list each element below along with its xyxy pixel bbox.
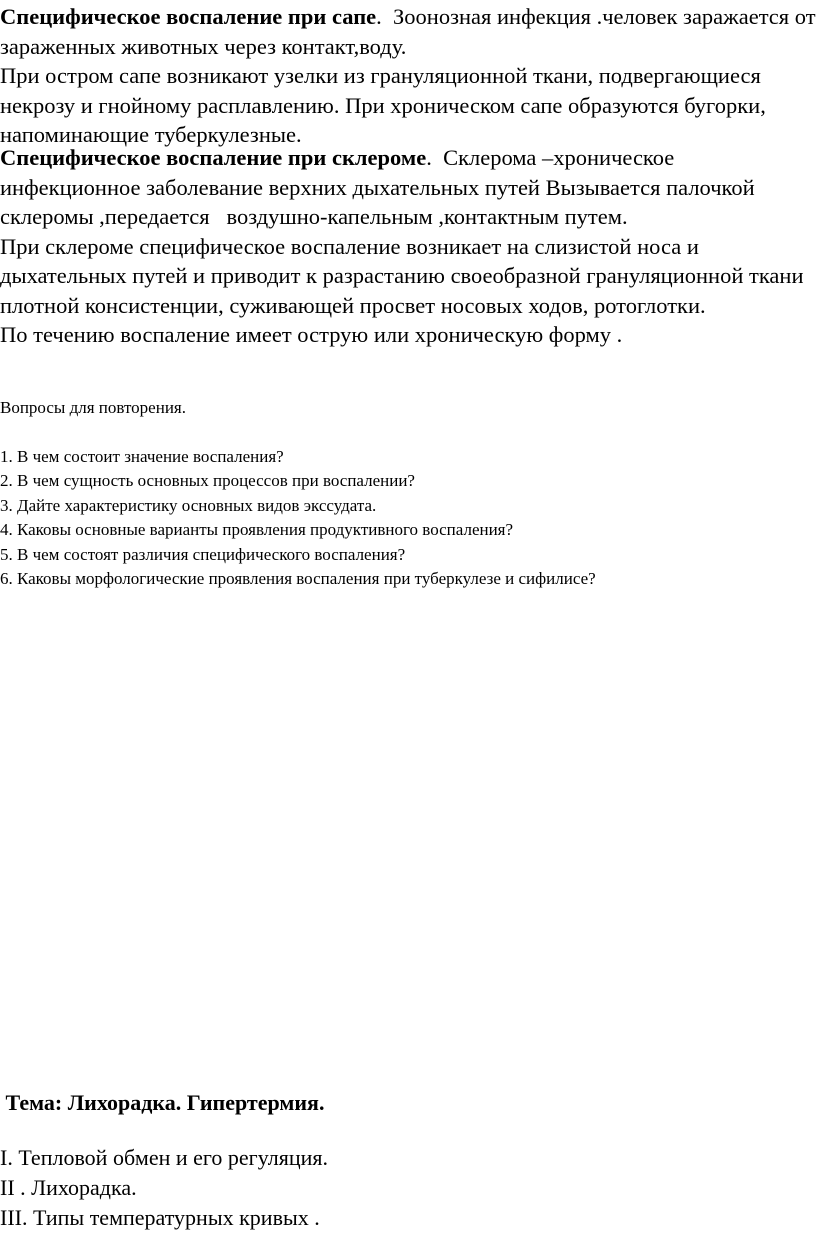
list-item: 2. В чем сущность основных процессов при воспалении?: [0, 471, 415, 491]
list-item: 4. Каковы основные варианты проявления продуктивного воспаления?: [0, 520, 514, 540]
review-title: Вопросы для повторения.: [0, 398, 186, 417]
text-scleroma: . Склерома –хроническое инфекционное заболевание верхних дыхательных путей Вызывается палочкой склеромы ,передается воздушно-капельным ,контактным путем. При склероме специфическое воспаление возникает на слизистой носа и дыхательных путей и приводит к разрастанию своеобразной грануляционной ткани плотной консистенции, суживающей просвет носовых ходов, ротоглотки. По течению воспаление имеет острую или хроническую форму .: [0, 145, 804, 347]
topic-outline: [0, 1143, 328, 1233]
review-questions-list: [0, 445, 816, 591]
list-item: 3. Дайте характеристику основных видов экссудата.: [0, 495, 377, 515]
list-item: 5. В чем состоят различия специфического воспаления?: [0, 544, 406, 564]
paragraph-scleroma: [0, 143, 816, 350]
heading-scleroma: Специфическое воспаление при склероме: [0, 145, 427, 170]
list-item: III. Типы температурных кривых .: [0, 1205, 320, 1230]
list-item: 1. В чем состоит значение воспаления?: [0, 447, 284, 466]
list-item: I. Тепловой обмен и его регуляция.: [0, 1145, 328, 1170]
list-item: 6. Каковы морфологические проявления воспаления при туберкулезе и сифилисе?: [0, 569, 596, 589]
paragraph-glanders: [0, 2, 816, 150]
list-item: II . Лихорадка.: [0, 1175, 137, 1200]
topic-title: Тема: Лихорадка. Гипертермия.: [0, 1090, 325, 1115]
heading-glanders: Специфическое воспаление при сапе: [0, 4, 377, 29]
text-glanders: . Зоонозная инфекция .человек заражается от зараженных животных через контакт,воду. При остром сапе возникают узелки из грануляционной ткани, подвергающиеся некрозу и гнойному расплавлению. При хроническом сапе образуются бугорки, напоминающие туберкулезные.: [0, 4, 816, 147]
